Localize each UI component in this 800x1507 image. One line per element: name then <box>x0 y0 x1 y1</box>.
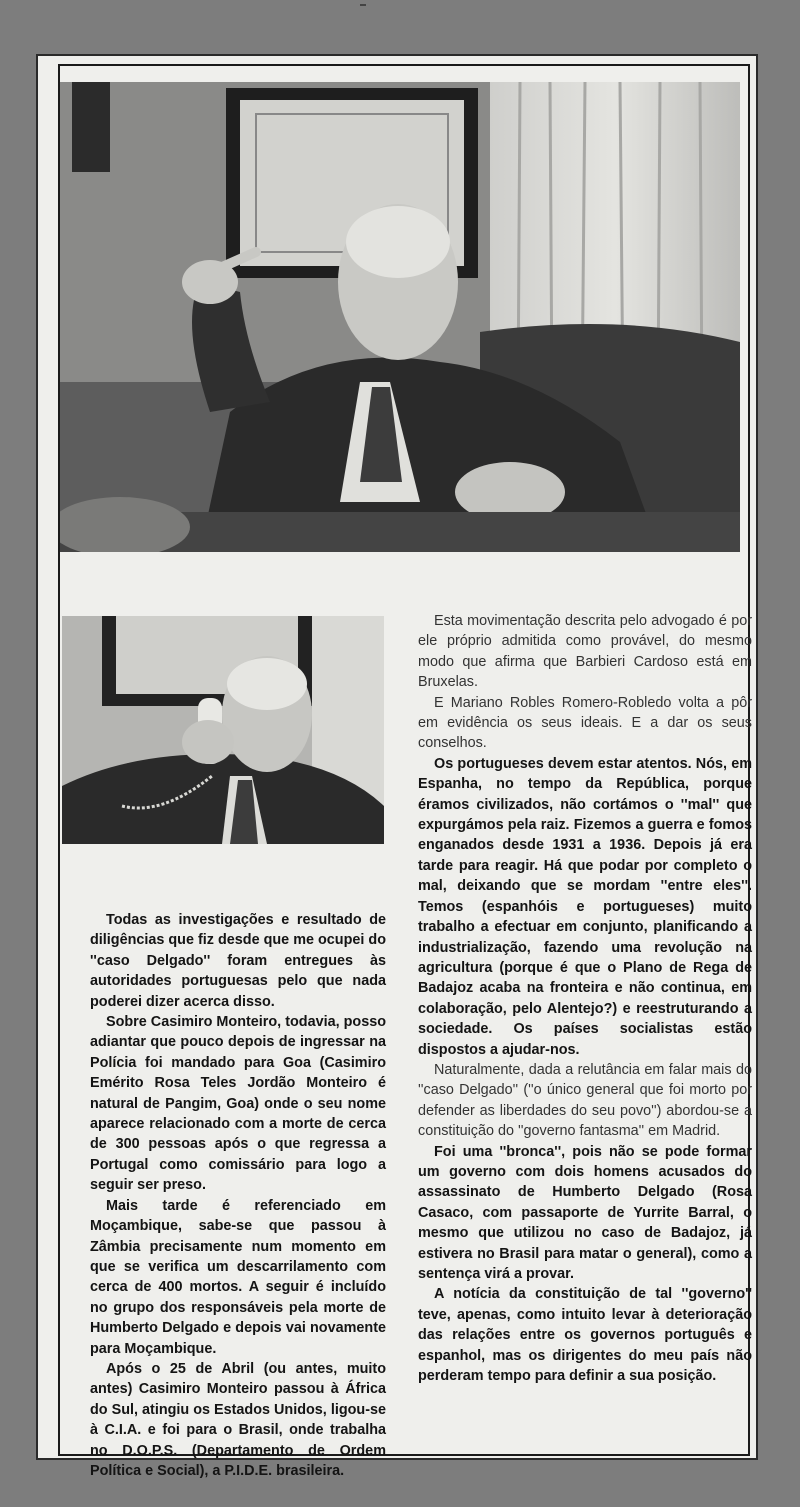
left-column <box>90 910 386 1481</box>
paragraph: Esta movimentação descrita pelo advogado é por ele próprio admitida como provável, do mesmo modo que afirma que Barbieri Cardoso está em Bruxelas. <box>418 613 752 691</box>
paragraph: Mais tarde é referenciado em Moçambique, sabe-se que passou à Zâmbia precisamente num momento em que se verifica um descarrilamento com cerca de 400 mortos. A seguir é incluído no grupo dos responsáveis pela morte de Humberto Delgado e depois vai novamente para Moçambique. <box>90 1197 386 1357</box>
paragraph: Após o 25 de Abril (ou antes, muito antes) Casimiro Monteiro passou à África do Sul, atingiu os Estados Unidos, ligou-se à C.I.A. e foi para o Brasil, onde trabalha no D.O.P.S. (Departamento de Ordem Política e Social), a P.I.D.E. brasileira. <box>90 1360 386 1479</box>
paragraph: Todas as investigações e resultado de diligências que fiz desde que me ocupei do ''caso Delgado'' foram entregues às autoridades portuguesas pelo que nada poderei dizer acerca disso. <box>90 912 386 1010</box>
top-mark <box>360 4 366 6</box>
paragraph: Sobre Casimiro Monteiro, todavia, posso adiantar que pouco depois de ingressar na Polícia foi mandado para Goa (Casimiro Emérito Rosa Teles Jordão Monteiro é natural de Pangim, Goa) onde o seu nome aparece relacionado com a morte de cerca de 300 pessoas após o que regressa a Portugal como comissário para logo a seguir ser preso. <box>90 1014 386 1194</box>
paragraph: Foi uma ''bronca'', pois não se pode formar um governo com dois homens acusados do assassinato de Humberto Delgado (Rosa Casaco, com passaporte de Yurrite Barral, o mesmo que utilizou no caso de Badajoz, já estivera no Brasil para matar o general), como a sentença virá a provar. <box>418 1143 752 1282</box>
paragraph: Naturalmente, dada a relutância em falar mais do ''caso Delgado'' (''o único general que foi morto por defender as liberdades do seu povo'') abordou-se a constituição do ''governo fantasma'' em Madrid. <box>418 1061 752 1140</box>
right-column <box>418 611 752 1386</box>
telephone-photo-illustration <box>62 616 384 844</box>
telephone-photo <box>62 616 384 844</box>
paragraph: A notícia da constituição de tal ''governo'' teve, apenas, como intuito levar à deterioração das relações entre os governos português e espanhol, mas os dirigentes do meu país não perderam tempo para definir a sua posição. <box>418 1286 752 1385</box>
main-photo-illustration <box>60 82 740 552</box>
paragraph: E Mariano Robles Romero-Robledo volta a pôr em evidência os seus ideais. E a dar os seus conselhos. <box>418 694 752 752</box>
quote-paragraph: Os portugueses devem estar atentos. Nós, em Espanha, no tempo da República, porque éramos civilizados, não cortámos o ''mal'' que expurgámos pela raiz. Fizemos a guerra e fomos enganados desde 1931 a 1936. Depois já era tarde para reagir. Há que podar por completo o mal, deixando que se mordam ''entre eles''. Temos (espanhóis e portugueses) muito trabalho a efectuar em conjunto, planificando a industrialização, fazendo uma revolução na agricultura (porque é que o Plano de Rega de Badajoz acaba na fronteira e não continua, em colaboração, pelo Alentejo?) e reestruturando a sociedade. Os países socialistas estão dispostos a ajudar-nos. <box>418 755 752 1058</box>
main-photo <box>60 82 740 552</box>
